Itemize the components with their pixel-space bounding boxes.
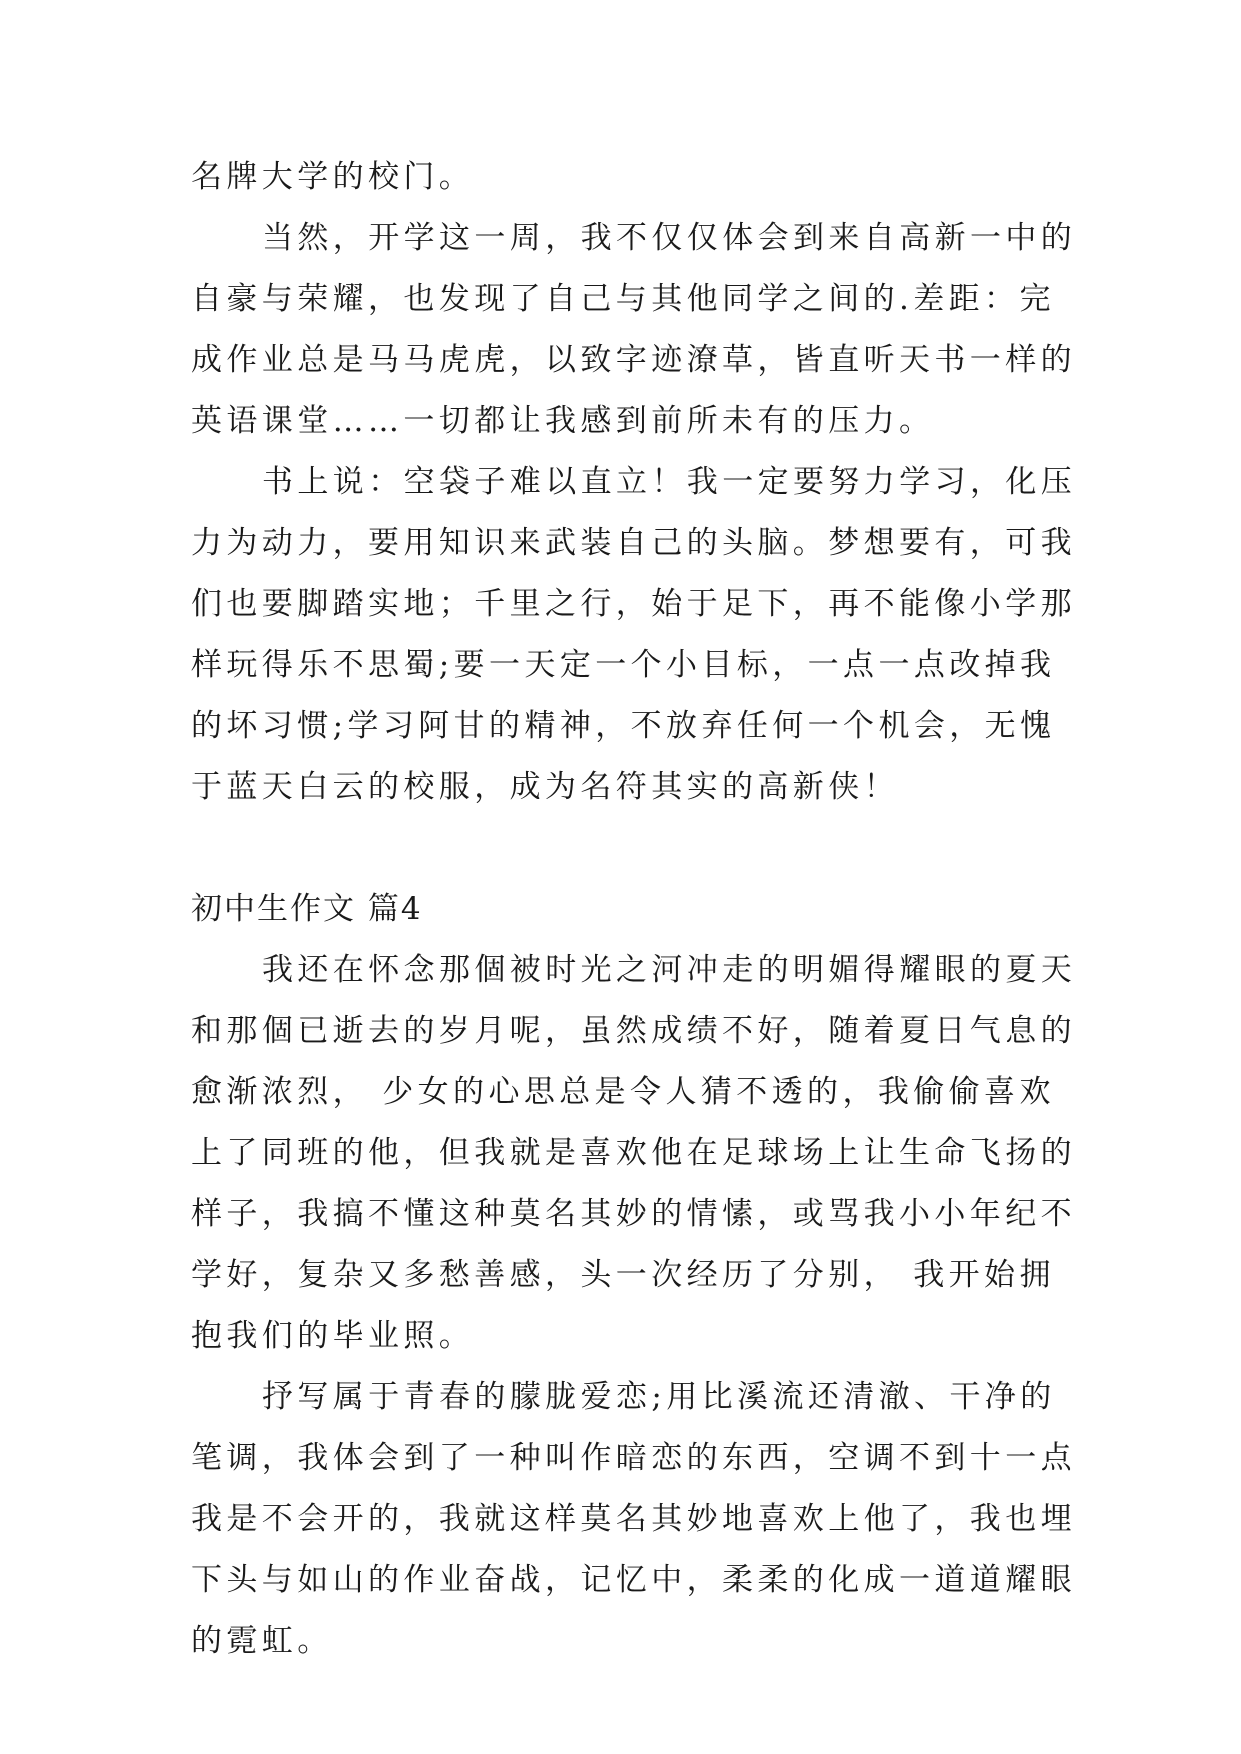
paragraph-youth-love: 抒写属于青春的朦胧爱恋;用比溪流还清澈、干净的笔调，我体会到了一种叫作暗恋的东西，空调不到十一点我是不会开的，我就这样莫名其妙地喜欢上他了，我也埋下头与如山的作业奋战，记忆中，柔柔的化成一道道耀眼的霓虹。 [191,1379,1076,1659]
paragraph-summer-memory: 我还在怀念那個被时光之河冲走的明媚得耀眼的夏天和那個已逝去的岁月呢，虽然成绩不好，随着夏日气息的愈渐浓烈， 少女的心思总是令人猜不透的，我偷偷喜欢上了同班的他，但我就是喜欢他在足球场上让生命飞扬的样子，我搞不懂这种莫名其妙的情愫，或骂我小小年纪不学好，复杂又多愁善感，头一次经历了分别， 我开始拥抱我们的毕业照。 [191,952,1077,1354]
paragraph-resolution: 书上说：空袋子难以直立！我一定要努力学习，化压力为动力，要用知识来武装自己的头脑。梦想要有，可我们也要脚踏实地；千里之行，始于足下，再不能像小学那样玩得乐不思蜀;要一天定一个小目标，一点一点改掉我的坏习惯;学习阿甘的精神，不放弃任何一个机会，无愧于蓝天白云的校服，成为名符其实的高新侠！ [191,464,1077,805]
document-body [191,147,1081,1672]
paragraph-school-first-week: 当然，开学这一周，我不仅仅体会到来自高新一中的自豪与荣耀，也发现了自己与其他同学之间的.差距：完成作业总是马马虎虎，以致字迹潦草，皆直听天书一样的英语课堂……一切都让我感到前所未有的压力。 [191,220,1077,439]
paragraph-continuation: 名牌大学的校门。 [191,159,475,195]
section-heading: 初中生作文 篇4 [191,891,423,927]
